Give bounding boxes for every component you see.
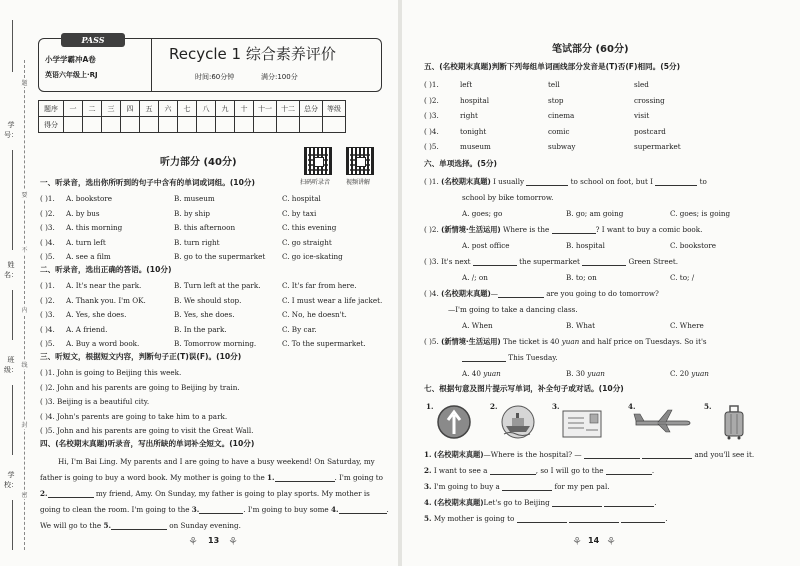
score-input[interactable]: [235, 117, 254, 133]
word-option: visit: [634, 111, 650, 120]
ship-icon: [500, 404, 536, 440]
option-c[interactable]: C. go straight: [282, 237, 332, 247]
picture-number: 3.: [552, 402, 560, 411]
score-cell: 一: [64, 101, 83, 117]
option-c[interactable]: C. hospital: [282, 194, 321, 203]
tf-statement[interactable]: ( )3. Beijing is a beautiful city.: [40, 397, 150, 406]
source-tag: (名校期末真题): [441, 289, 491, 298]
score-input[interactable]: [159, 117, 178, 133]
page-title: Recycle 1 综合素养评价: [169, 45, 336, 63]
word-option: subway: [548, 142, 576, 151]
question-text: are you going to do tomorrow?: [546, 289, 659, 298]
option-c[interactable]: C. It's far from here.: [282, 281, 357, 290]
sentence-text: .: [651, 466, 655, 475]
question-number: ( )5.: [424, 337, 439, 346]
passage-line: [40, 473, 383, 482]
answer-blank[interactable]: [526, 178, 568, 186]
word-option: postcard: [634, 126, 666, 136]
answer-blank[interactable]: [462, 354, 506, 362]
answer-blank[interactable]: [517, 515, 567, 523]
option-a[interactable]: A. see a film: [66, 252, 111, 261]
straight-arrow-sign-icon: [436, 404, 472, 440]
passage-text: We will go to the: [40, 521, 102, 530]
option-a[interactable]: A. Buy a word book.: [66, 339, 140, 348]
score-cell: 四: [121, 101, 140, 117]
series-name: 小学学霸冲A卷: [45, 55, 96, 64]
option-b[interactable]: B. We should stop.: [174, 295, 242, 305]
option-a[interactable]: A. When: [462, 321, 493, 330]
airplane-icon: [632, 408, 692, 434]
sentence-number: 3.: [424, 482, 432, 491]
question-number: ( )1.: [424, 177, 439, 186]
source-tag: (名校期末真题): [441, 177, 491, 186]
answer-blank-4[interactable]: [339, 506, 387, 514]
question-text: [462, 353, 558, 362]
option-b[interactable]: B. go; am going: [566, 209, 624, 218]
page-number: 13: [208, 536, 220, 545]
heading-number: 四、: [40, 439, 56, 448]
option-c[interactable]: C. I must wear a life jacket.: [282, 295, 383, 305]
written-title: 笔试部分 (60分): [552, 44, 629, 55]
sentence-text: My mother is going to: [433, 514, 515, 523]
question-text: to school on foot, but I: [570, 177, 654, 186]
section-heading: 一、听录音，选出你所听到的句子中含有的单词或词组。(10分): [40, 178, 255, 187]
option-c[interactable]: C. No, he doesn't.: [282, 310, 347, 319]
score-cell: 二: [83, 101, 102, 117]
option-a[interactable]: A. It's near the park.: [66, 281, 142, 290]
question-number: ( )3.: [40, 310, 55, 319]
question-6-3: [424, 257, 678, 266]
score-cell: 五: [140, 101, 159, 117]
score-value-row: [39, 117, 346, 133]
sentence-7-5: [424, 514, 668, 523]
answer-blank[interactable]: [552, 226, 596, 234]
tf-statement[interactable]: ( )2. John and his parents are going to Beijing by train.: [40, 382, 240, 392]
section-heading: [424, 62, 680, 71]
answer-blank[interactable]: [606, 466, 655, 475]
seal-word: 线: [21, 362, 28, 369]
option-a[interactable]: A. A friend.: [66, 324, 108, 334]
answer-blank[interactable]: [473, 258, 517, 266]
score-cell: 总分: [300, 101, 323, 117]
listening-title: 听力部分 (40分): [160, 157, 237, 168]
sentence-number: 1.: [424, 450, 432, 459]
word-option: museum: [460, 142, 491, 151]
question-text: —I'm going to take a dancing class.: [448, 305, 578, 314]
right-page: [402, 0, 800, 566]
answer-blank-2[interactable]: [48, 490, 94, 498]
passage-line: [40, 521, 241, 530]
question-number: ( )5.: [424, 142, 439, 151]
score-input[interactable]: [140, 117, 159, 133]
passage-text: . I'm going to buy some: [243, 505, 329, 514]
score-input[interactable]: [83, 117, 102, 133]
sentence-text: I want to see a: [433, 466, 488, 475]
blank-number: 2.: [40, 489, 48, 498]
qr-code-icon[interactable]: [304, 147, 332, 175]
option-a[interactable]: A. /; on: [462, 273, 488, 282]
question-6-5: [424, 337, 707, 346]
option-b[interactable]: B. In the park.: [174, 324, 227, 334]
option-b[interactable]: B. Turn left at the park.: [174, 281, 261, 290]
option-b[interactable]: B. What: [566, 321, 596, 330]
option-c[interactable]: C. goes; is going: [670, 209, 731, 218]
option-text: C. 20: [670, 369, 689, 378]
passage-text: father is going to buy a word book. My mother is going to the: [40, 473, 265, 482]
answer-blank[interactable]: [642, 451, 692, 459]
word-option: tonight: [460, 126, 487, 136]
sentence-text: I'm going to buy a: [433, 482, 500, 491]
section-heading: 二、听录音，选出正确的答语。(10分): [40, 265, 172, 274]
option-a[interactable]: A. post office: [462, 241, 510, 250]
source-tag: (名校期末真题): [433, 498, 484, 507]
sentence-text: and you'll see it.: [694, 450, 755, 459]
label-school: 学校：: [4, 471, 18, 489]
question-text: Green Street.: [628, 257, 678, 266]
question-number: ( )3.: [424, 111, 439, 120]
sentence-text: Let's go to Beijing: [483, 498, 550, 507]
time-limit: 时间:60分钟: [195, 73, 235, 81]
option-b[interactable]: B. go to the supermarket: [174, 252, 266, 261]
pass-logo: PASS: [61, 33, 125, 47]
seal-word: 封: [21, 422, 28, 429]
score-input[interactable]: [216, 117, 235, 133]
question-text: to: [699, 177, 707, 186]
score-cell: 九: [216, 101, 235, 117]
question-text: Where is the: [502, 225, 550, 234]
answer-blank[interactable]: [621, 514, 668, 523]
header-divider: [151, 39, 152, 91]
word-option: comic: [548, 126, 570, 136]
sentence-7-3: [424, 482, 610, 491]
answer-blank-5[interactable]: [111, 522, 167, 530]
word-option: tell: [548, 80, 560, 89]
sprout-icon: ⚘: [228, 534, 238, 548]
question-number: ( )2.: [424, 95, 439, 105]
question-number: ( )4.: [40, 324, 55, 334]
unit-text: yuan: [561, 337, 580, 346]
question-number: ( )2.: [40, 208, 55, 218]
score-input[interactable]: [178, 117, 197, 133]
option-a[interactable]: [462, 369, 501, 378]
word-option: stop: [548, 95, 564, 105]
option-a[interactable]: A. Thank you. I'm OK.: [66, 295, 146, 305]
score-header-row: [39, 101, 346, 117]
label-student-id: 学号：: [4, 121, 18, 139]
option-c[interactable]: C. To the supermarket.: [282, 339, 366, 348]
word-option: supermarket: [634, 142, 681, 151]
question-text: This Tuesday.: [508, 353, 558, 362]
answer-blank[interactable]: [552, 499, 602, 507]
sentence-text: for my pen pal.: [554, 482, 610, 491]
sprout-icon: ⚘: [606, 534, 616, 548]
seal-word: 要: [21, 192, 28, 199]
score-input[interactable]: [64, 117, 83, 133]
seal-word: 题: [21, 80, 28, 87]
question-text: —: [490, 289, 498, 298]
sentence-7-1: [424, 450, 754, 459]
source-tag: (名校期末真题): [433, 450, 484, 459]
score-cell: 十一: [254, 101, 277, 117]
left-page: [0, 0, 398, 566]
option-b[interactable]: B. this afternoon: [174, 223, 236, 232]
sentence-number: 4.: [424, 498, 432, 507]
passage-text: .: [386, 505, 389, 514]
score-cell: 七: [178, 101, 197, 117]
question-text: school by bike tomorrow.: [462, 193, 554, 202]
score-table: [38, 100, 346, 133]
passage-line: [40, 489, 370, 498]
score-input[interactable]: [121, 117, 140, 133]
question-text: the supermarket: [519, 257, 580, 266]
answer-blank[interactable]: [655, 178, 697, 186]
picture-number: 4.: [628, 402, 636, 411]
seal-word: 不: [21, 247, 28, 254]
option-b[interactable]: B. by ship: [174, 208, 211, 218]
tf-statement[interactable]: ( )1. John is going to Beijing this week.: [40, 368, 182, 377]
option-b[interactable]: B. turn right: [174, 237, 220, 247]
seal-word: 内: [21, 307, 28, 314]
sentence-text: .: [654, 498, 657, 507]
passage-text: my friend, Amy. On Sunday, my father is going to play sports. My mother is: [95, 489, 370, 498]
score-input[interactable]: [300, 117, 323, 133]
sentence-7-2: [424, 466, 654, 475]
option-c[interactable]: C. By car.: [282, 324, 317, 334]
heading-number: 五、: [424, 62, 440, 71]
sentence-number: 5.: [424, 514, 432, 523]
answer-blank[interactable]: [502, 483, 552, 491]
margin-line: [12, 20, 13, 72]
answer-blank-1[interactable]: [275, 474, 335, 482]
question-6-4: [424, 289, 659, 298]
heading-text: 判断下列每组单词画线部分发音是(T)否(F)相同。(5分): [491, 62, 681, 71]
margin-line: [12, 500, 13, 550]
answer-blank[interactable]: [498, 290, 544, 298]
question-number: ( )4.: [424, 289, 439, 298]
picture-number: 2.: [490, 402, 498, 411]
blank-number: 1.: [267, 473, 275, 482]
option-c[interactable]: C. Where: [670, 321, 704, 330]
section-heading: 三、听短文，根据短文内容，判断句子正(T)误(F)。(10分): [40, 352, 242, 361]
question-number: ( )5.: [40, 339, 55, 348]
question-6-2: [424, 225, 702, 234]
margin-line: [12, 290, 13, 340]
sentence-number: 2.: [424, 466, 432, 475]
option-c[interactable]: C. this evening: [282, 223, 337, 232]
score-cell: 等级: [323, 101, 346, 117]
score-cell: 得分: [39, 117, 64, 133]
score-cell: 十: [235, 101, 254, 117]
option-b[interactable]: [566, 369, 605, 378]
score-cell: 六: [159, 101, 178, 117]
sentence-text: .: [665, 514, 668, 523]
option-a[interactable]: A. turn left: [66, 237, 106, 247]
answer-blank-3[interactable]: [199, 506, 243, 514]
unit-text: yuan: [691, 369, 709, 378]
source-tag: (新情境·生活运用): [441, 337, 501, 346]
page-number: 14: [588, 536, 600, 545]
section-heading: [40, 439, 254, 448]
tf-statement[interactable]: ( )4. John's parents are going to take him to a park.: [40, 411, 228, 421]
question-text: It's next: [441, 257, 471, 266]
option-b[interactable]: B. Tomorrow morning.: [174, 339, 257, 348]
answer-blank[interactable]: [582, 258, 626, 266]
passage-text: . I'm going to: [334, 473, 383, 482]
luggage-icon: [722, 404, 746, 440]
label-class: 班级：: [4, 356, 18, 374]
option-a[interactable]: A. bookstore: [66, 194, 112, 203]
margin-line: [12, 385, 13, 455]
tf-statement[interactable]: ( )5. John and his parents are going to visit the Great Wall.: [40, 426, 254, 435]
unit-text: yuan: [587, 369, 605, 378]
option-c[interactable]: C. by taxi: [282, 208, 317, 218]
word-option: crossing: [634, 95, 665, 105]
question-6-1: [424, 177, 707, 186]
passage-text: on Sunday evening.: [169, 521, 241, 530]
option-a[interactable]: A. by bus: [66, 208, 100, 218]
option-text: B. 30: [566, 369, 585, 378]
option-b[interactable]: B. hospital: [566, 241, 605, 250]
score-input[interactable]: [197, 117, 216, 133]
label-name: 姓名：: [4, 261, 18, 279]
word-option: cinema: [548, 111, 575, 120]
option-a[interactable]: A. goes; go: [462, 209, 503, 218]
option-c[interactable]: C. to; /: [670, 273, 695, 282]
sprout-icon: ⚘: [572, 534, 582, 548]
passage-line: [40, 505, 389, 514]
picture-number: 5.: [704, 402, 712, 411]
margin-line: [12, 150, 13, 250]
option-b[interactable]: B. museum: [174, 194, 215, 203]
picture-number: 1.: [426, 402, 434, 411]
answer-blank[interactable]: [604, 498, 657, 507]
question-text: I usually: [493, 177, 525, 186]
sentence-7-4: [424, 498, 657, 507]
question-number: ( )3.: [424, 257, 439, 266]
passage-text: going to clean the room. I'm going to the: [40, 505, 190, 514]
question-number: ( )1.: [40, 281, 55, 290]
word-option: sled: [634, 80, 649, 89]
source-tag: (名校期末真题): [55, 439, 108, 448]
full-score: 满分:100分: [261, 73, 298, 81]
score-cell: 十二: [277, 101, 300, 117]
section-heading: 七、根据句意及图片提示写单词，补全句子或对话。(10分): [424, 384, 624, 393]
question-number: ( )4.: [40, 237, 55, 247]
question-number: ( )3.: [40, 223, 55, 232]
header-box: [38, 35, 382, 92]
sentence-text: —Where is the hospital? —: [483, 450, 582, 459]
heading-text: 听录音，写出所缺的单词补全短文。(10分): [107, 439, 255, 448]
qr-label: 扫码听录音: [300, 179, 331, 186]
option-b[interactable]: B. Yes, she does.: [174, 310, 235, 319]
source-tag: (新情境·生活运用): [441, 225, 501, 234]
answer-blank[interactable]: [490, 467, 536, 475]
option-a[interactable]: A. this morning: [66, 223, 123, 232]
answer-blank[interactable]: [584, 451, 640, 459]
question-number: ( )2.: [40, 295, 55, 305]
sprout-icon: ⚘: [188, 534, 198, 548]
option-text: A. 40: [462, 369, 481, 378]
score-cell: 三: [102, 101, 121, 117]
section-heading: 六、单项选择。(5分): [424, 159, 497, 168]
question-text: The ticket is 40: [502, 337, 560, 346]
score-input[interactable]: [277, 117, 300, 133]
blank-number: 4.: [330, 505, 339, 514]
score-cell: 八: [197, 101, 216, 117]
qr-code-icon[interactable]: [346, 147, 374, 175]
score-cell: 题序: [39, 101, 64, 117]
option-b[interactable]: B. to; on: [566, 273, 597, 282]
question-text: ? I want to buy a comic book.: [595, 225, 703, 234]
question-number: ( )1.: [424, 80, 439, 89]
question-number: ( )5.: [40, 252, 55, 261]
qr-label: 视频讲解: [346, 179, 371, 186]
word-option: left: [460, 80, 473, 89]
question-text: and half price on Tuesdays. So it's: [581, 337, 707, 346]
postcard-icon: [562, 410, 602, 438]
unit-text: yuan: [483, 369, 501, 378]
word-option: right: [460, 111, 478, 120]
score-input[interactable]: [254, 117, 277, 133]
book-name: 英语六年级上·RJ: [45, 71, 98, 79]
option-c[interactable]: C. go ice-skating: [282, 252, 343, 261]
option-c[interactable]: C. bookstore: [670, 241, 717, 250]
blank-number: 5.: [103, 521, 111, 530]
option-a[interactable]: A. Yes, she does.: [66, 310, 127, 319]
seal-word: 密: [21, 492, 28, 499]
question-number: ( )1.: [40, 194, 55, 203]
score-input[interactable]: [323, 117, 346, 133]
passage-line: Hi, I'm Bai Ling. My parents and I are going to have a busy weekend! On Saturday, my: [58, 457, 375, 466]
word-option: hospital: [460, 95, 490, 105]
source-tag: (名校期末真题): [439, 62, 492, 71]
option-c[interactable]: [670, 369, 709, 378]
score-input[interactable]: [102, 117, 121, 133]
answer-blank[interactable]: [569, 515, 619, 523]
blank-number: 3.: [191, 505, 200, 514]
sentence-text: , so I will go to the: [535, 466, 604, 475]
question-number: ( )2.: [424, 225, 439, 234]
question-number: ( )4.: [424, 126, 439, 136]
